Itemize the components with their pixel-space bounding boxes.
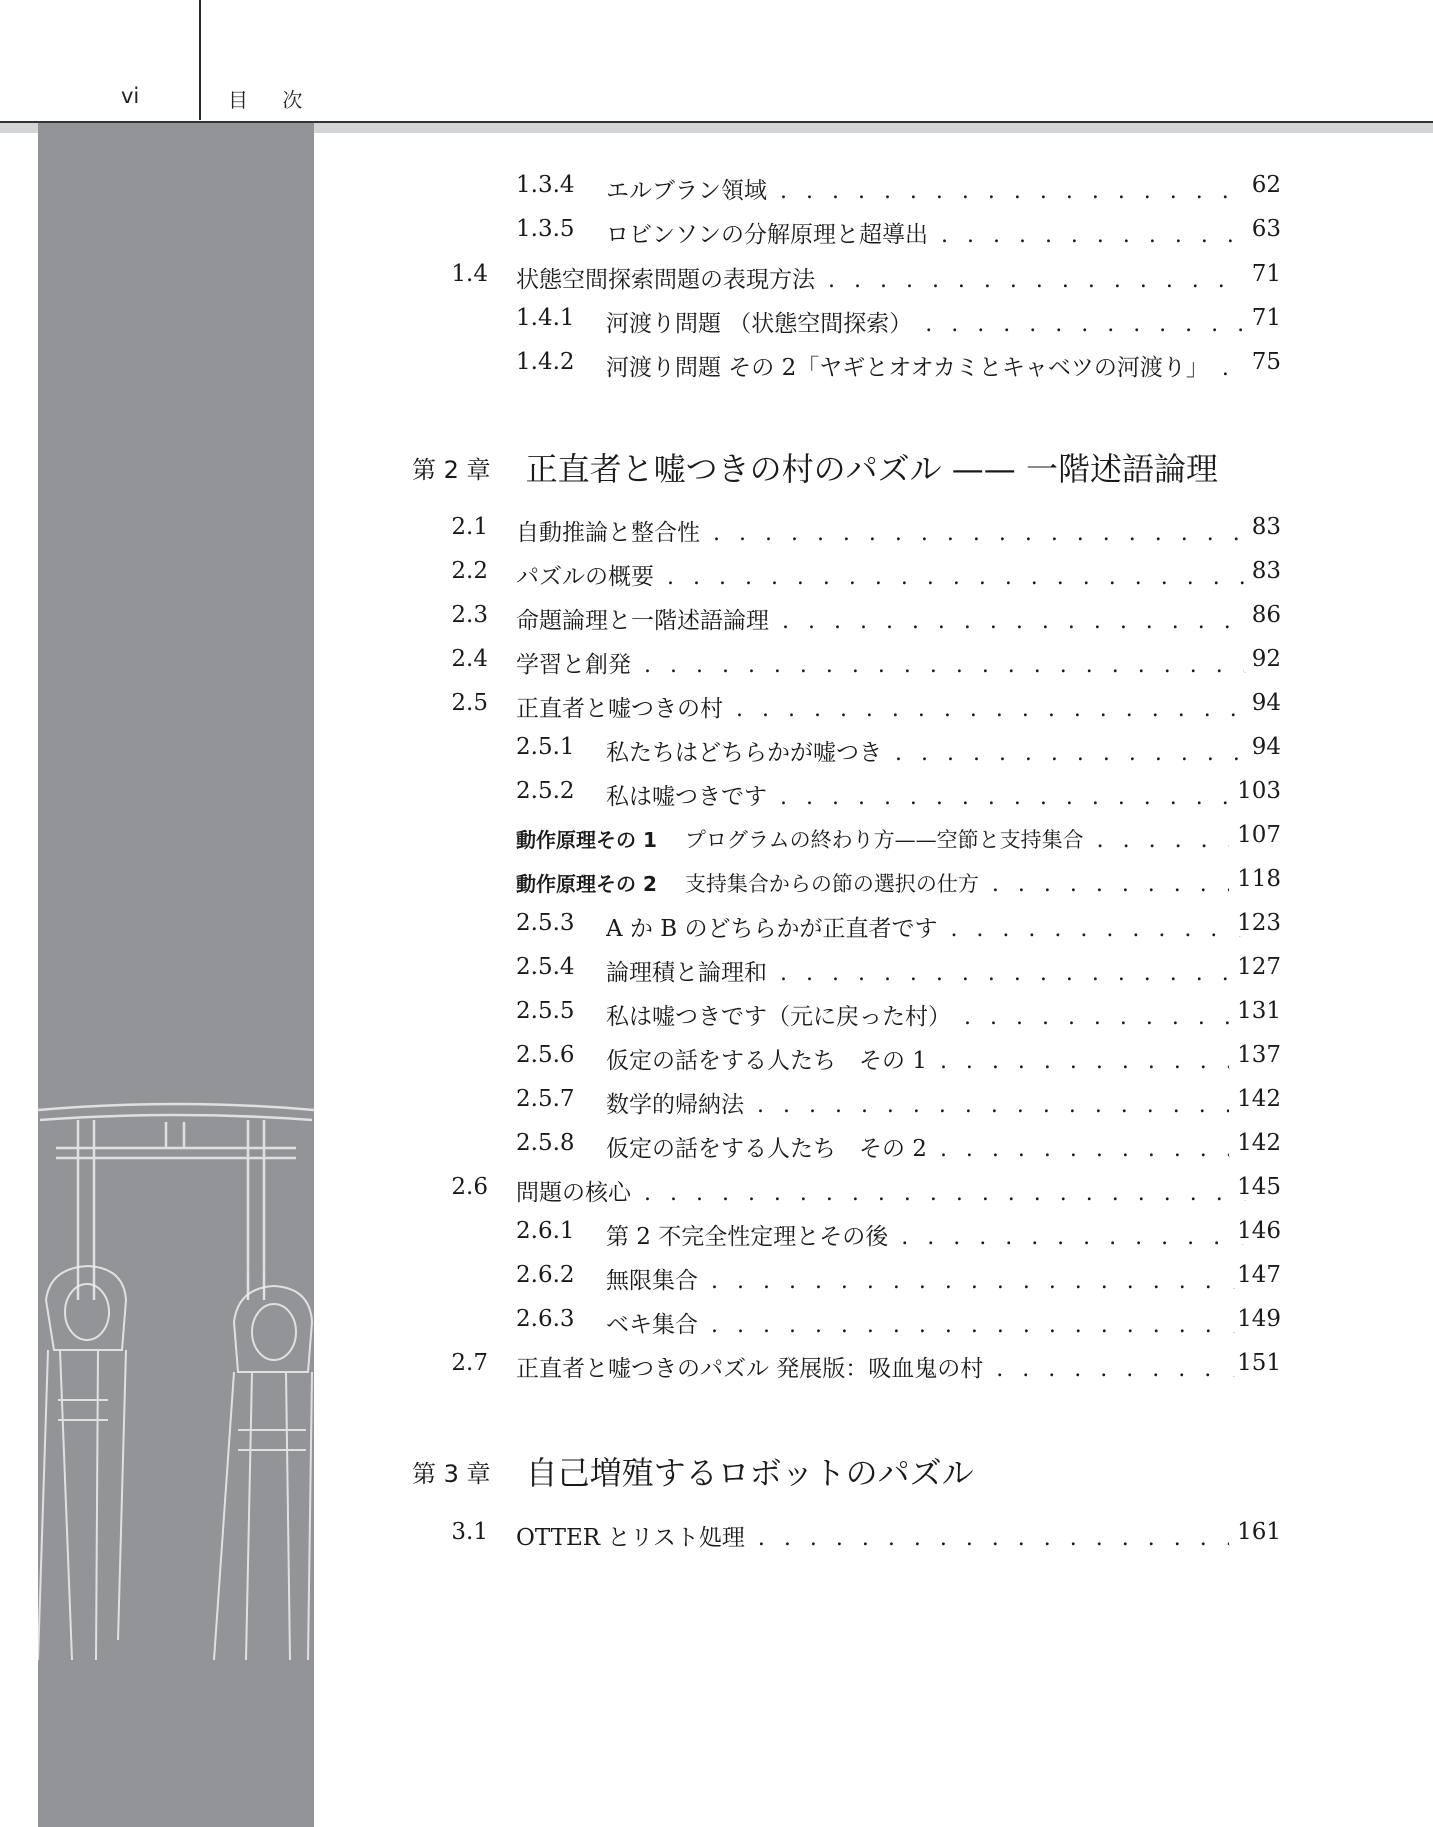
toc-entry[interactable] — [0, 816, 1433, 856]
section-title: 第 2 不完全性定理とその後 . . . — [606, 1218, 1246, 1251]
section-number: 2.5.1 — [516, 734, 575, 760]
section-number: 2.6 — [451, 1174, 488, 1200]
toc-entry[interactable] — [0, 343, 1433, 383]
toc-entry[interactable] — [0, 1344, 1433, 1384]
page-ref: 94 — [1244, 690, 1281, 716]
page-ref: 145 — [1229, 1174, 1281, 1200]
chapter-label: 第 2 章 — [412, 456, 491, 484]
toc-entry[interactable] — [0, 210, 1433, 250]
chapter-heading-3[interactable] — [412, 1448, 1433, 1498]
toc-entry[interactable] — [0, 1300, 1433, 1340]
section-number: 2.5.5 — [516, 998, 575, 1024]
section-title-line — [516, 824, 1246, 854]
section-title: 問題の核心 . . . — [516, 1174, 1246, 1207]
toc-entry[interactable] — [0, 728, 1433, 768]
page-ref: 71 — [1244, 305, 1281, 331]
section-number: 1.4.2 — [516, 349, 575, 375]
page-ref: 127 — [1229, 954, 1281, 980]
page-ref: 71 — [1244, 261, 1281, 287]
page-ref: 94 — [1244, 734, 1281, 760]
toc-entry[interactable] — [0, 948, 1433, 988]
page-ref: 63 — [1244, 216, 1281, 242]
section-number: 2.5 — [451, 690, 488, 716]
principle-label: 動作原理その 2 — [516, 872, 657, 896]
toc-entry[interactable] — [0, 1080, 1433, 1120]
section-number: 1.3.4 — [516, 172, 575, 198]
section-number: 2.6.3 — [516, 1306, 575, 1332]
toc-entry[interactable] — [0, 772, 1433, 812]
page-ref: 107 — [1229, 822, 1281, 848]
principle-label: 動作原理その 1 — [516, 828, 657, 852]
page-ref: 137 — [1229, 1042, 1281, 1068]
section-number: 2.1 — [451, 514, 488, 540]
toc-entry[interactable] — [0, 508, 1433, 548]
section-number: 2.3 — [451, 602, 488, 628]
toc-entry[interactable] — [0, 860, 1433, 900]
page-ref: 83 — [1244, 558, 1281, 584]
section-title: 自動推論と整合性 . . . — [516, 514, 1246, 547]
section-title: 論理積と論理和 . . . — [606, 954, 1246, 987]
page-ref: 142 — [1229, 1130, 1281, 1156]
section-title: 仮定の話をする人たち その 2 . . . — [606, 1130, 1246, 1163]
section-title: 私たちはどちらかが嘘つき . . . — [606, 734, 1246, 767]
toc-entry[interactable] — [0, 640, 1433, 680]
chapter-title: 自己増殖するロボットのパズル — [525, 1454, 974, 1492]
page-ref: 131 — [1229, 998, 1281, 1024]
section-title: 河渡り問題 （状態空間探索） . . . — [606, 305, 1246, 338]
page-ref: 142 — [1229, 1086, 1281, 1112]
page-ref: 62 — [1244, 172, 1281, 198]
toc-entry[interactable] — [0, 684, 1433, 724]
page-ref: 151 — [1229, 1350, 1281, 1376]
page-ref: 103 — [1229, 778, 1281, 804]
toc-entry[interactable] — [0, 552, 1433, 592]
chapter-label: 第 3 章 — [412, 1460, 491, 1488]
page-ref: 86 — [1244, 602, 1281, 628]
section-title: 河渡り問題 その 2「ヤギとオオカミとキャベツの河渡り」 . . . — [606, 349, 1246, 382]
section-title-line — [516, 868, 1246, 898]
section-number: 2.6.1 — [516, 1218, 575, 1244]
toc-entry[interactable] — [0, 1513, 1433, 1553]
page-ref: 123 — [1229, 910, 1281, 936]
section-number: 2.5.2 — [516, 778, 575, 804]
section-title: 正直者と嘘つきのパズル 発展版：吸血鬼の村 . . . — [516, 1350, 1246, 1383]
section-number: 1.3.5 — [516, 216, 575, 242]
toc-entry[interactable] — [0, 992, 1433, 1032]
section-title: 学習と創発 . . . — [516, 646, 1246, 679]
page-ref: 92 — [1244, 646, 1281, 672]
section-title: 命題論理と一階述語論理 . . . — [516, 602, 1246, 635]
section-title: OTTER とリスト処理 . . . — [516, 1519, 1246, 1552]
section-number: 2.5.6 — [516, 1042, 575, 1068]
toc-entry[interactable] — [0, 1256, 1433, 1296]
section-number: 2.4 — [451, 646, 488, 672]
toc-entry[interactable] — [0, 166, 1433, 206]
running-header-title: 目 次 — [228, 88, 317, 112]
toc-entry[interactable] — [0, 904, 1433, 944]
page-ref: 147 — [1229, 1262, 1281, 1288]
section-number: 2.5.7 — [516, 1086, 575, 1112]
section-title: エルブラン領域 . . . — [606, 172, 1246, 205]
section-number: 2.7 — [451, 1350, 488, 1376]
section-number: 1.4 — [451, 261, 488, 287]
section-title: 正直者と嘘つきの村 . . . — [516, 690, 1246, 723]
toc-entry[interactable] — [0, 1168, 1433, 1208]
section-title: 支持集合からの節の選択の仕方 — [684, 872, 979, 896]
section-title: 状態空間探索問題の表現方法 . . . — [516, 261, 1246, 294]
section-title: 無限集合 . . . — [606, 1262, 1246, 1295]
section-number: 2.5.8 — [516, 1130, 575, 1156]
section-number: 1.4.1 — [516, 305, 575, 331]
section-number: 3.1 — [451, 1519, 488, 1545]
page-ref: 161 — [1229, 1519, 1281, 1545]
page-ref: 75 — [1244, 349, 1281, 375]
section-title: 数学的帰納法 . . . — [606, 1086, 1246, 1119]
toc-entry[interactable] — [0, 255, 1433, 295]
toc-entry[interactable] — [0, 299, 1433, 339]
chapter-title: 正直者と嘘つきの村のパズル —— 一階述語論理 — [525, 450, 1218, 488]
toc-entry[interactable] — [0, 1036, 1433, 1076]
section-number: 2.2 — [451, 558, 488, 584]
section-title: A か B のどちらかが正直者です . . . — [606, 910, 1246, 943]
section-title: ベキ集合 . . . — [606, 1306, 1246, 1339]
page-ref: 146 — [1229, 1218, 1281, 1244]
section-title: 私は嘘つきです . . . — [606, 778, 1246, 811]
page-number: vi — [121, 84, 140, 108]
section-number: 2.5.3 — [516, 910, 575, 936]
section-title: プログラムの終わり方——空節と支持集合 — [684, 828, 1084, 852]
section-number: 2.5.4 — [516, 954, 575, 980]
section-number: 2.6.2 — [516, 1262, 575, 1288]
page-ref: 118 — [1229, 866, 1281, 892]
section-title: 仮定の話をする人たち その 1 . . . — [606, 1042, 1246, 1075]
section-title: 私は嘘つきです（元に戻った村） . . . — [606, 998, 1246, 1031]
page-ref: 83 — [1244, 514, 1281, 540]
chapter-heading-2[interactable] — [412, 444, 1433, 494]
page-ref: 149 — [1229, 1306, 1281, 1332]
toc-entry[interactable] — [0, 596, 1433, 636]
section-title: ロビンソンの分解原理と超導出 . . . — [606, 216, 1246, 249]
section-title: パズルの概要 . . . — [516, 558, 1246, 591]
toc-entry[interactable] — [0, 1212, 1433, 1252]
toc-entry[interactable] — [0, 1124, 1433, 1164]
